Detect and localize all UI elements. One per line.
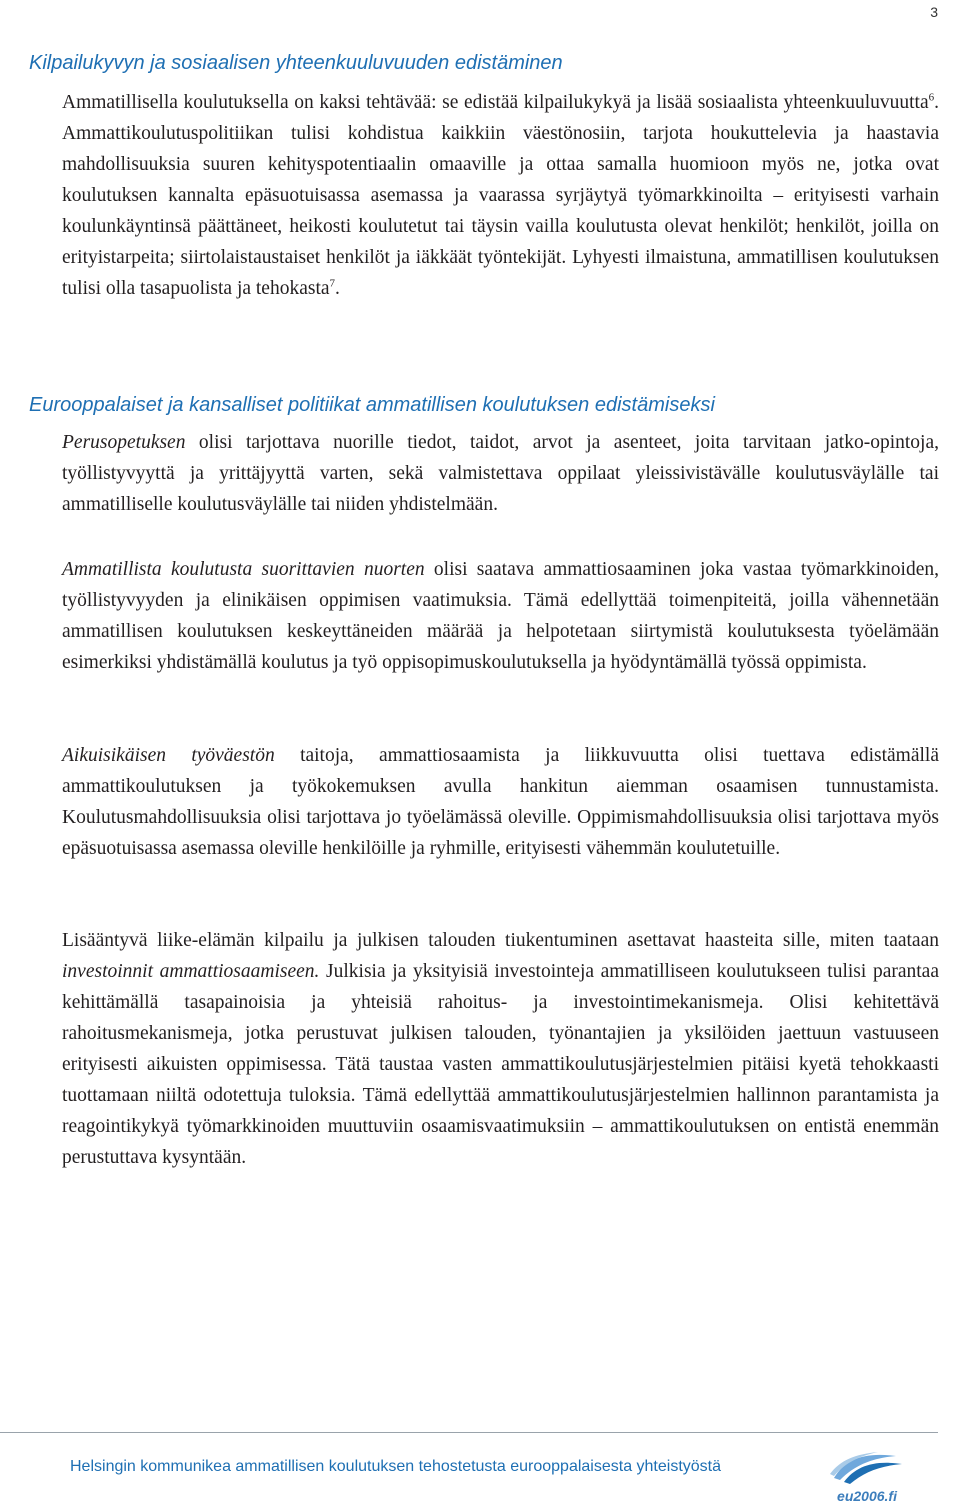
- section-heading-competitiveness: Kilpailukyvyn ja sosiaalisen yhteenkuuluvuuden edistäminen: [29, 52, 563, 74]
- eu2006-logo-mark-icon: [826, 1448, 908, 1486]
- paragraph-lead: Aikuisikäisen työväestön: [62, 745, 275, 766]
- paragraph-text: olisi tarjottava nuorille tiedot, taidot, arvot ja asenteet, joita tarvitaan jatko-opintoja, työllistyvyyttä ja yrittäjyyttä varten, sekä valmistettava oppilaat yleissivistävälle koulutusväylälle tai ammatilliselle koulutusväylälle tai niiden yhdistelmään.: [62, 432, 939, 515]
- footnote-ref: 7: [329, 277, 336, 290]
- paragraph-investment: [62, 925, 939, 1173]
- paragraph-basic-education: [62, 427, 939, 520]
- page-number: 3: [930, 4, 938, 20]
- paragraph-text: taitoja, ammattiosaamista ja liikkuvuutta olisi tuettava edistämällä ammattikoulutuksen ja työkokemuksen avulla hankitun aiemman osaamisen tunnustamista. Koulutusmahdollisuuksia olisi tarjottava jo työelämässä oleville. Oppimismahdollisuuksia olisi tarjottava myös epäsuotuisassa asemassa oleville henkilöille ja ryhmille, erityisesti vähemmän koulutetuille.: [62, 745, 939, 859]
- paragraph-text: Ammatillisella koulutuksella on kaksi tehtävää: se edistää kilpailukykyä ja lisää sosiaalista yhteenkuuluvuutta: [62, 92, 929, 113]
- paragraph-lead: Perusopetuksen: [62, 432, 186, 453]
- footnote-ref: 6: [928, 91, 935, 104]
- paragraph-lead: Ammatillista koulutusta suorittavien nuorten: [62, 559, 425, 580]
- section-heading-policies: Eurooppalaiset ja kansalliset politiikat ammatillisen koulutuksen edistämiseksi: [29, 394, 715, 416]
- footer-divider: [0, 1432, 938, 1433]
- paragraph-emphasis: investoinnit ammattiosaamiseen.: [62, 961, 320, 982]
- paragraph-text: . Ammattikoulutuspolitiikan tulisi kohdistua kaikkiin väestönosiin, tarjota houkuttelevia ja haastavia mahdollisuuksia suuren kehityspotentiaalin omaaville ja ottaa samalla huomioon myös ne, jotka ovat koulutuksen kannalta epäsuotuisassa asemassa ja vaarassa syrjäytyä työmarkkinoilta – erityisesti varhain koulunkäyntinsä päättäneet, heikosti koulutetut tai täysin vailla koulutusta olevat henkilöt; henkilöt, joilla on erityistarpeita; siirtolaistaustaiset henkilöt ja iäkkäät työntekijät. Lyhyesti ilmaistuna, ammatillisen koulutuksen tulisi olla tasapuolista ja tehokasta: [62, 92, 939, 299]
- paragraph-text: olisi saatava ammattiosaaminen joka vastaa työmarkkinoiden, työllistyvyyden ja elinikäisen oppimisen vaatimuksia. Tämä edellyttää toimenpiteitä, joilla vähennetään ammatillisen koulutuksen keskeyttäneiden määrää ja helpotetaan siirtymistä koulutuksesta työelämään esimerkiksi yhdistämällä koulutus ja työ oppisopimuskoulutuksella ja hyödyntämällä työssä oppimista.: [62, 559, 939, 673]
- paragraph-text: Lisääntyvä liike-elämän kilpailu ja julkisen talouden tiukentuminen asettavat haasteita sille, miten taataan: [62, 930, 939, 951]
- paragraph-text: Julkisia ja yksityisiä investointeja ammatilliseen koulutukseen tulisi parantaa kehittämällä tasapainoisia ja yhteisiä rahoitus- ja investointimekanismeja. Olisi kehitettävä rahoitusmekanismeja, jotka perustuvat julkisen talouden, työnantajien ja yksilöiden jaettuun vastuuseen erityisesti aikuisten oppimisessa. Tätä taustaa vasten ammattikoulutusjärjestelmien pitäisi kyetä tehokkaasti tuottamaan niiltä odotettuja tuloksia. Tämä edellyttää ammattikoulutusjärjestelmien hallinnon parantamista ja reagointikykyä työmarkkinoiden muuttuviin osaamisvaatimuksiin – ammattikoulutuksen on entistä enemmän perustuttava kysyntään.: [62, 961, 939, 1168]
- logo-wordmark: eu2006.fi: [837, 1488, 897, 1504]
- paragraph-young-learners: [62, 554, 939, 678]
- paragraph-competitiveness: [62, 87, 939, 304]
- footer-title: Helsingin kommunikea ammatillisen koulutuksen tehostetusta eurooppalaisesta yhteistyöstä: [70, 1458, 722, 1475]
- paragraph-text: .: [335, 278, 340, 299]
- paragraph-adult-workforce: [62, 740, 939, 864]
- eu2006-logo: [826, 1448, 908, 1504]
